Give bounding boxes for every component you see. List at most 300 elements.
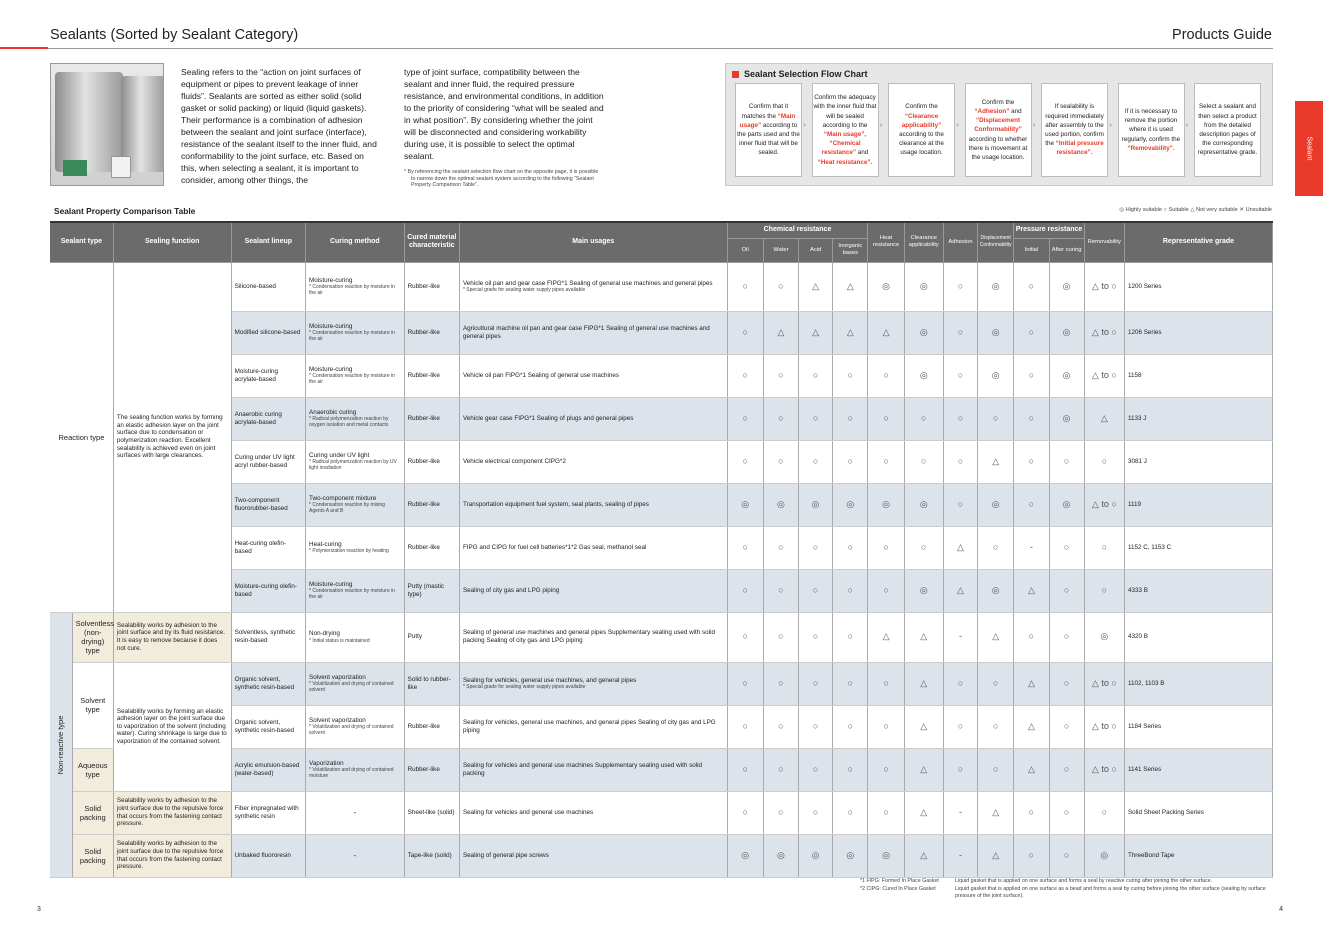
usage-text: Sealing for vehicles and general use machines Supplementary sealing used with solid packing — [462, 761, 703, 777]
curing-cell: - — [306, 791, 405, 834]
table-row — [50, 440, 1273, 483]
rating-mark: ○ — [943, 483, 977, 526]
curing-cell — [306, 526, 405, 569]
rating-mark: △ — [978, 791, 1014, 834]
table-legend: ◎ Highly suitable ○ Suitable △ Not very suitable ✕ Unsuitable — [1119, 207, 1272, 213]
usage-cell — [459, 311, 727, 354]
rating-mark: ○ — [727, 397, 763, 440]
group-solid-packing: Solid packing — [72, 834, 113, 877]
rating-mark: ○ — [1014, 354, 1049, 397]
rating-mark: ○ — [727, 662, 763, 705]
rating-mark: ○ — [799, 662, 833, 705]
footnotes — [860, 878, 1275, 901]
cured-cell: Rubber-like — [404, 748, 459, 791]
table-row — [50, 262, 1273, 311]
rating-mark: ◎ — [978, 262, 1014, 311]
rating-mark: ○ — [1049, 569, 1084, 612]
curing-cell — [306, 262, 405, 311]
table-row — [50, 569, 1273, 612]
curing-method: Non-drying — [309, 630, 340, 638]
usage-text: Vehicle oil pan and gear case FIPG*1 Sealing of general use machines and general pipes — [462, 279, 713, 287]
flow-step-text: according to the parts used and the inner fluid that will be sealed. — [737, 121, 800, 157]
usage-text: Sealing for vehicles, general use machines, and general pipes Sealing of city gas and LPG piping — [462, 718, 716, 734]
curing-note: * Volatilization and drying of contained solvent — [309, 724, 394, 737]
usage-text: Agricultural machine oil pan and gear case FIPG*1 Sealing of general use machines and general pipes — [462, 324, 710, 340]
footnote-key: *2 CIPG: Cured In Place Gasket — [860, 885, 936, 892]
flow-step-text: Confirm that it matches the — [741, 103, 789, 120]
th-initial: Initial — [1014, 238, 1049, 262]
product-tube — [63, 160, 87, 176]
usage-text: FIPG and CIPG for fuel cell batteries*1*2 Gas seal, methanol seal — [462, 543, 647, 551]
rating-mark: △ — [978, 834, 1014, 877]
rating-mark: ◎ — [833, 483, 868, 526]
rating-mark: ◎ — [904, 311, 943, 354]
group-aqueous: Aqueous type — [72, 748, 113, 791]
rating-mark: ◎ — [1084, 834, 1124, 877]
rating-mark: ◎ — [1049, 483, 1084, 526]
rating-mark: ○ — [727, 526, 763, 569]
rating-mark: ○ — [763, 262, 798, 311]
solvent-function: Sealability works by forming an elastic adhesion layer on the joint surface due to vaporization of the solvent (including water). Curing shrinkage is large due to vaporization of the contained solvent. — [113, 662, 231, 791]
rating-mark: ○ — [799, 748, 833, 791]
cured-cell: Rubber-like — [404, 311, 459, 354]
rating-mark: △ — [943, 526, 977, 569]
table-row — [50, 834, 1273, 877]
rating-mark: △ — [904, 791, 943, 834]
usage-cell — [459, 791, 727, 834]
flow-arrow-icon: ››› — [1185, 122, 1187, 129]
flow-step-text: and — [1011, 107, 1022, 115]
usage-cell — [459, 612, 727, 662]
footnote-1 — [860, 878, 1275, 886]
rating-mark: ○ — [799, 569, 833, 612]
rating-mark: ○ — [763, 569, 798, 612]
rating-mark: ○ — [833, 440, 868, 483]
flow-step-7 — [1194, 83, 1261, 177]
side-tab-label: Sealant — [1305, 136, 1313, 161]
usage-cell — [459, 705, 727, 748]
flow-title — [732, 69, 868, 79]
footnote-2 — [860, 886, 1275, 901]
rating-mark: ○ — [763, 440, 798, 483]
footnote-text: Liquid gasket that is applied on one surface and forms a seal by reactive curing after joining the other surface. — [955, 878, 1213, 884]
th-acid: Acid — [799, 238, 833, 262]
rating-mark: ◎ — [1049, 311, 1084, 354]
table-row — [50, 354, 1273, 397]
rating-mark: ○ — [799, 354, 833, 397]
rating-mark: ○ — [833, 526, 868, 569]
usage-text: Sealing of city gas and LPG piping — [462, 586, 560, 594]
usage-note: * Special grade for sealing water supply pipes available — [462, 287, 586, 294]
flow-step-text: “Main usage” — [739, 112, 796, 129]
rating-mark: ○ — [799, 612, 833, 662]
cured-cell: Rubber-like — [404, 397, 459, 440]
rating-mark: ◎ — [868, 262, 904, 311]
usage-cell — [459, 354, 727, 397]
curing-method: Solvent vaporization — [309, 716, 366, 724]
rating-mark: ◎ — [904, 483, 943, 526]
usage-cell — [459, 569, 727, 612]
lineup-cell: Solventless, synthetic resin-based — [231, 612, 305, 662]
rating-mark: ○ — [1049, 440, 1084, 483]
intro-note: * By referencing the sealant selection flow chart on the opposite page, it is possible to narrow down the optimal sealant system according to the following “Sealant Property Comparison Table”. — [404, 169, 599, 188]
rating-mark: △ — [1014, 662, 1049, 705]
rating-mark: △ — [799, 311, 833, 354]
rating-mark: △ to ○ — [1084, 354, 1124, 397]
cured-cell: Rubber-like — [404, 705, 459, 748]
curing-method: Curing under UV light — [309, 451, 370, 459]
rating-mark: ○ — [727, 569, 763, 612]
th-inorganic: Inorganic bases — [833, 238, 868, 262]
rating-mark: ○ — [1014, 483, 1049, 526]
curing-method: Moisture-curing — [309, 276, 353, 284]
rating-mark: ○ — [727, 440, 763, 483]
rating-mark: - — [943, 612, 977, 662]
curing-cell — [306, 662, 405, 705]
rating-mark: ○ — [833, 397, 868, 440]
rating-mark: ◎ — [763, 834, 798, 877]
rating-mark: ○ — [868, 569, 904, 612]
table-title: Sealant Property Comparison Table — [54, 206, 196, 216]
table-row — [50, 791, 1273, 834]
th-usages: Main usages — [459, 222, 727, 262]
rating-mark: △ — [904, 662, 943, 705]
rating-mark: △ to ○ — [1084, 483, 1124, 526]
footnote-key: *1 FIPG: Formed In Place Gasket — [860, 878, 939, 884]
rating-mark: ○ — [868, 397, 904, 440]
header-divider — [0, 48, 1273, 49]
rating-mark: ○ — [943, 354, 977, 397]
rating-mark: ◎ — [868, 483, 904, 526]
flow-step-text: “Main usage”, “Chemical resistance” — [821, 131, 867, 157]
grade-cell: 1152 C, 1153 C — [1124, 526, 1272, 569]
rating-mark: ○ — [978, 397, 1014, 440]
usage-text: Sealing for vehicles, general use machines, and general pipes — [462, 676, 637, 684]
rating-mark: ◎ — [727, 483, 763, 526]
flow-arrow-icon: ››› — [1032, 122, 1034, 129]
lineup-cell: Acrylic emulsion-based (water-based) — [231, 748, 305, 791]
cured-cell: Rubber-like — [404, 526, 459, 569]
rating-mark: △ to ○ — [1084, 705, 1124, 748]
group-solid-packing: Solid packing — [72, 791, 113, 834]
curing-cell — [306, 748, 405, 791]
rating-mark: ○ — [1014, 834, 1049, 877]
usage-cell — [459, 440, 727, 483]
rating-mark: ○ — [833, 705, 868, 748]
flow-step-text: “Removability”. — [1127, 144, 1175, 152]
curing-cell — [306, 705, 405, 748]
rating-mark: △ — [868, 311, 904, 354]
rating-mark: ○ — [727, 791, 763, 834]
rating-mark: ○ — [1049, 834, 1084, 877]
header-accent — [0, 47, 48, 49]
rating-mark: △ to ○ — [1084, 262, 1124, 311]
rating-mark: ○ — [868, 526, 904, 569]
rating-mark: ○ — [763, 791, 798, 834]
rating-mark: ○ — [904, 526, 943, 569]
rating-mark: ○ — [833, 791, 868, 834]
flow-step-text: Confirm the — [981, 98, 1015, 106]
table-row — [50, 526, 1273, 569]
rating-mark: △ — [1014, 705, 1049, 748]
curing-method: Moisture-curing — [309, 580, 353, 588]
flow-step-text: “Heat resistance”. — [817, 158, 873, 166]
flow-step-5 — [1041, 83, 1108, 177]
intro-text-1: Sealing refers to the “action on joint surfaces of equipment or pipes to prevent leakage of inner fluids”. Sealants are sorted as either solid (solid gasket or solid packing) or liquid (liquid gaskets). Their performance is a combination of adhesion between the sealant and joint surface (interface), resistance of the sealant itself to the inner fluid, and conformability to the joint surface, etc. Based on this, when selecting a sealant, it is important to consider, among other things, the — [181, 67, 377, 185]
rating-mark: ○ — [943, 262, 977, 311]
flow-arrow-icon: ››› — [879, 122, 881, 129]
curing-cell — [306, 612, 405, 662]
usage-text: Vehicle gear case FIPG*1 Sealing of plugs and general pipes — [462, 414, 634, 422]
flow-step-text: and — [857, 149, 869, 157]
group-nonreactive-type — [50, 612, 72, 877]
grade-cell: 1119 — [1124, 483, 1272, 526]
rating-mark: ○ — [1014, 311, 1049, 354]
usage-text: Sealing of general pipe screws — [462, 851, 549, 859]
product-box — [111, 156, 131, 178]
rating-mark: ○ — [943, 662, 977, 705]
table-row — [50, 612, 1273, 662]
flow-title-marker — [732, 71, 739, 78]
rating-mark: ○ — [1049, 791, 1084, 834]
rating-mark: ○ — [1049, 612, 1084, 662]
rating-mark: ○ — [1049, 748, 1084, 791]
rating-mark: ○ — [943, 748, 977, 791]
curing-cell — [306, 311, 405, 354]
grade-cell: 4333 B — [1124, 569, 1272, 612]
th-removability: Removability — [1084, 222, 1124, 262]
curing-method: Moisture-curing — [309, 322, 353, 330]
cured-cell: Tape-like (solid) — [404, 834, 459, 877]
rating-mark: ○ — [1014, 612, 1049, 662]
flow-step-text: If it is necessary to remove the portion where it is used regularly, confirm the — [1121, 107, 1181, 143]
table-row — [50, 311, 1273, 354]
sealant-side-tab[interactable] — [1295, 101, 1323, 196]
rating-mark: ◎ — [1049, 354, 1084, 397]
reaction-function: The sealing function works by forming an elastic adhesion layer on the joint surface due to condensation or polymerization reaction. Excellent sealability is achieved even on joint surfaces with large clearances. — [113, 262, 231, 612]
rating-mark: △ — [904, 834, 943, 877]
rating-mark: ○ — [763, 662, 798, 705]
curing-note: * Condensation reaction by moisture in the air — [309, 373, 395, 386]
curing-method: Two-component mixture — [309, 494, 377, 502]
rating-mark: ○ — [727, 311, 763, 354]
flow-step-text: Select a sealant and then select a product from the detailed description pages of the corresponding representative grade. — [1197, 103, 1258, 157]
lineup-cell: Moisture-curing olefin-based — [231, 569, 305, 612]
grade-cell: 4320 B — [1124, 612, 1272, 662]
curing-cell — [306, 354, 405, 397]
curing-note: * Condensation reaction by moisture in the air — [309, 588, 395, 601]
rating-mark: △ — [978, 612, 1014, 662]
lineup-cell: Organic solvent, synthetic resin-based — [231, 705, 305, 748]
table-row — [50, 748, 1273, 791]
usage-cell — [459, 748, 727, 791]
cured-cell: Rubber-like — [404, 440, 459, 483]
lineup-cell: Silicone-based — [231, 262, 305, 311]
rating-mark: ◎ — [1049, 262, 1084, 311]
lineup-cell: Organic solvent, synthetic resin-based — [231, 662, 305, 705]
flow-arrow-icon: ››› — [803, 122, 804, 129]
usage-cell — [459, 483, 727, 526]
rating-mark: ○ — [1014, 262, 1049, 311]
curing-method: Anaerobic curing — [309, 408, 357, 416]
lineup-cell: Anaerobic curing acrylate-based — [231, 397, 305, 440]
th-sealant-type: Sealant type — [50, 222, 113, 262]
th-oil: Oil — [727, 238, 763, 262]
usage-note: * Special grade for sealing water supply pipes available — [462, 684, 586, 691]
rating-mark: ○ — [799, 705, 833, 748]
group-solvent: Solvent type — [72, 662, 113, 748]
th-curing: Curing method — [306, 222, 405, 262]
grade-cell: 1141 Series — [1124, 748, 1272, 791]
rating-mark: ○ — [943, 705, 977, 748]
flow-step-text: “Adhesion” — [974, 107, 1010, 115]
page-title: Sealants (Sorted by Sealant Category) — [50, 27, 299, 43]
rating-mark: ○ — [904, 397, 943, 440]
curing-cell — [306, 440, 405, 483]
rating-mark: ○ — [763, 397, 798, 440]
curing-method: Moisture-curing — [309, 365, 353, 373]
curing-note: * Polymerization reaction by heating — [309, 548, 389, 555]
rating-mark: ○ — [868, 705, 904, 748]
lineup-cell: Curing under UV light acryl rubber-based — [231, 440, 305, 483]
grade-cell: 1200 Series — [1124, 262, 1272, 311]
rating-mark: ◎ — [978, 569, 1014, 612]
rating-mark: ◎ — [1084, 612, 1124, 662]
curing-cell — [306, 569, 405, 612]
rating-mark: ○ — [727, 748, 763, 791]
rating-mark: △ — [943, 569, 977, 612]
rating-mark: ○ — [1084, 791, 1124, 834]
rating-mark: ○ — [1084, 526, 1124, 569]
rating-mark: ○ — [727, 705, 763, 748]
grade-cell: 1158 — [1124, 354, 1272, 397]
rating-mark: ◎ — [799, 483, 833, 526]
rating-mark: ○ — [799, 440, 833, 483]
rating-mark: ○ — [868, 354, 904, 397]
th-grade: Representative grade — [1124, 222, 1272, 262]
page-number-left: 3 — [37, 906, 41, 913]
flow-step-4 — [965, 83, 1032, 177]
rating-mark: ○ — [943, 397, 977, 440]
th-adhesion: Adhesion — [943, 222, 977, 262]
table-row — [50, 662, 1273, 705]
curing-method: Vaporization — [309, 759, 344, 767]
page-number-right: 4 — [1279, 906, 1283, 913]
rating-mark: △ — [904, 705, 943, 748]
rating-mark: △ — [868, 612, 904, 662]
rating-mark: △ — [833, 262, 868, 311]
rating-mark: ○ — [763, 612, 798, 662]
rating-mark: △ — [904, 748, 943, 791]
flow-step-2 — [812, 83, 879, 177]
solid-packing-function: Sealability works by adhesion to the joint surface due to the repulsive force that occurs from the fastening contact pressure. — [113, 791, 231, 834]
flow-step-text: Confirm the adequacy with the inner fluid that will be sealed according to the — [813, 94, 877, 129]
curing-note: * Condensation reaction by moisture in the air — [309, 284, 395, 297]
lineup-cell: Unbaked fluororesin — [231, 834, 305, 877]
th-clearance: Clearance applicability — [904, 222, 943, 262]
usage-cell — [459, 662, 727, 705]
rating-mark: ○ — [1014, 397, 1049, 440]
rating-mark: ○ — [763, 748, 798, 791]
solid-packing-function: Sealability works by adhesion to the joint surface due to the repulsive force that occurs from the fastening contact pressure. — [113, 834, 231, 877]
rating-mark: ○ — [799, 526, 833, 569]
curing-note: * Condensation reaction by moisture in the air — [309, 330, 395, 343]
rating-mark: △ — [1084, 397, 1124, 440]
rating-mark: ○ — [799, 397, 833, 440]
rating-mark: ◎ — [868, 834, 904, 877]
rating-mark: △ to ○ — [1084, 311, 1124, 354]
rating-mark: ○ — [868, 440, 904, 483]
rating-mark: △ — [763, 311, 798, 354]
rating-mark: ○ — [833, 354, 868, 397]
curing-note: * Volatilization and drying of contained solvent — [309, 681, 394, 694]
nonreactive-label: Non-reactive type — [56, 715, 66, 774]
rating-mark: ○ — [1049, 662, 1084, 705]
rating-mark: ◎ — [978, 354, 1014, 397]
flow-arrow-icon: ››› — [956, 122, 957, 129]
th-displacement: Displacement Conformability — [978, 222, 1014, 262]
table-row — [50, 397, 1273, 440]
th-pressure: Pressure resistance — [1014, 222, 1084, 238]
usage-text: Sealing for vehicles and general use machines — [462, 808, 594, 816]
th-sealing-function: Sealing function — [113, 222, 231, 262]
rating-mark: - — [1014, 526, 1049, 569]
rating-mark: △ — [978, 440, 1014, 483]
table-row — [50, 705, 1273, 748]
lineup-cell: Heat-curing olefin-based — [231, 526, 305, 569]
curing-cell: - — [306, 834, 405, 877]
rating-mark: ○ — [978, 705, 1014, 748]
rating-mark: ○ — [727, 354, 763, 397]
usage-cell — [459, 262, 727, 311]
rating-mark: ◎ — [978, 483, 1014, 526]
guide-title: Products Guide — [1172, 27, 1272, 43]
curing-note: * Radical polymerization reaction by oxygen isolation and metal contacts — [309, 416, 389, 429]
cured-cell: Rubber-like — [404, 354, 459, 397]
usage-text: Sealing of general use machines and general pipes Supplementary sealing used with solid packing Sealing of city gas and LPG piping — [462, 629, 715, 644]
rating-mark: △ to ○ — [1084, 748, 1124, 791]
grade-cell: ThreeBond Tape — [1124, 834, 1272, 877]
rating-mark: ○ — [799, 791, 833, 834]
th-chem: Chemical resistance — [727, 222, 868, 238]
rating-mark: ○ — [868, 748, 904, 791]
rating-mark: - — [943, 834, 977, 877]
grade-cell: 1184 Series — [1124, 705, 1272, 748]
rating-mark: ◎ — [904, 262, 943, 311]
rating-mark: ○ — [904, 440, 943, 483]
rating-mark: ○ — [833, 748, 868, 791]
rating-mark: ◎ — [727, 834, 763, 877]
th-lineup: Sealant lineup — [231, 222, 305, 262]
selection-flow-chart — [725, 63, 1273, 186]
grade-cell: 3081 J — [1124, 440, 1272, 483]
rating-mark: ○ — [1014, 791, 1049, 834]
rating-mark: ◎ — [763, 483, 798, 526]
cured-cell: Solid to rubber-like — [404, 662, 459, 705]
flow-step-text: Confirm the — [905, 103, 938, 111]
curing-note: * Initial status is maintained — [309, 637, 370, 644]
rating-mark: ○ — [763, 354, 798, 397]
usage-cell — [459, 526, 727, 569]
cured-cell: Putty (mastic type) — [404, 569, 459, 612]
rating-mark: ○ — [833, 662, 868, 705]
rating-mark: ○ — [727, 262, 763, 311]
th-after: After curing — [1049, 238, 1084, 262]
lineup-cell: Fiber impregnated with synthetic resin — [231, 791, 305, 834]
rating-mark: ○ — [763, 705, 798, 748]
flow-step-text: “Clearance applicability” — [901, 112, 942, 129]
rating-mark: △ to ○ — [1084, 662, 1124, 705]
